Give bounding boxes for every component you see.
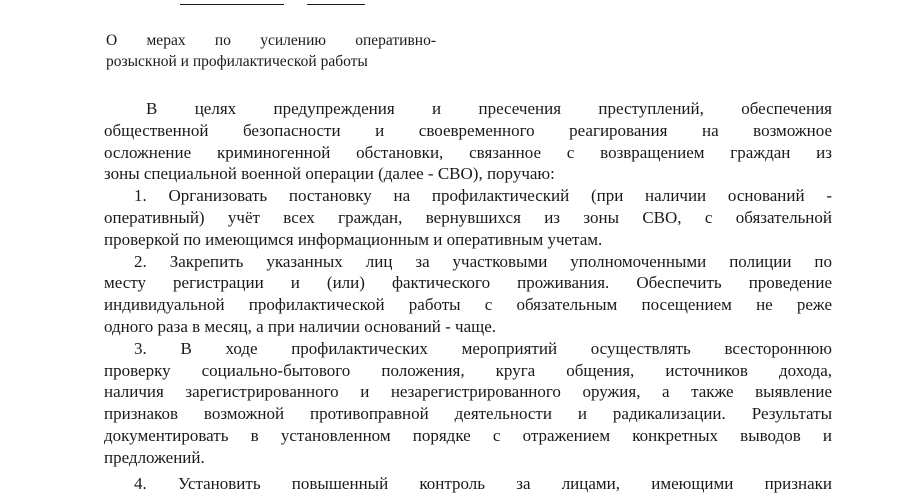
- item-line: проверкой по имеющимся информационным и оперативным учетам.: [104, 229, 603, 249]
- date-line: [307, 4, 365, 5]
- item-line: оперативный) учёт всех граждан, вернувшихся из зоны СВО, с обязательной: [104, 207, 832, 227]
- item-line: проверку социально-бытового положения, круга общения, источников дохода,: [104, 360, 832, 380]
- subject-line: розыскной и профилактической работы: [106, 53, 368, 70]
- signature-line: [180, 4, 284, 5]
- document-subject: [106, 30, 436, 72]
- subject-line: О мерах по усилению оперативно-: [106, 32, 436, 49]
- intro-line: В целях предупреждения и пресечения преступлений, обеспечения: [146, 99, 832, 118]
- item-1-paragraph: [104, 185, 832, 250]
- item-4-paragraph: [104, 473, 832, 495]
- document-body: [104, 98, 832, 494]
- item-line: наличия зарегистрированного и незарегистрированного оружия, а также выявление: [104, 382, 832, 402]
- intro-line: общественной безопасности и своевременного реагирования на возможное: [104, 120, 832, 140]
- intro-line: зоны специальной военной операции (далее - СВО), поручаю:: [104, 164, 555, 184]
- item-line: признаков возможной противоправной деятельности и радикализации. Результаты: [104, 404, 832, 424]
- item-line: предложений.: [104, 447, 205, 467]
- item-3-paragraph: [104, 338, 832, 469]
- intro-line: осложнение криминогенной обстановки, связанное с возвращением граждан из: [104, 142, 832, 162]
- item-line: одного раза в месяц, а при наличии оснований - чаще.: [104, 316, 497, 336]
- item-line: индивидуальной профилактической работы с обязательным посещением не реже: [104, 295, 832, 315]
- item-line: 1. Организовать постановку на профилактический (при наличии оснований -: [134, 186, 832, 206]
- item-line: 3. В ходе профилактических мероприятий осуществлять всестороннюю: [134, 338, 832, 358]
- intro-paragraph: [104, 98, 832, 185]
- item-line: 4. Установить повышенный контроль за лицами, имеющими признаки: [134, 473, 832, 493]
- item-line: документировать в установленном порядке с отражением конкретных выводов и: [104, 425, 832, 445]
- item-line: 2. Закрепить указанных лиц за участковыми уполномоченными полиции по: [134, 251, 832, 271]
- item-line: месту регистрации и (или) фактического проживания. Обеспечить проведение: [104, 273, 832, 293]
- item-2-paragraph: [104, 251, 832, 338]
